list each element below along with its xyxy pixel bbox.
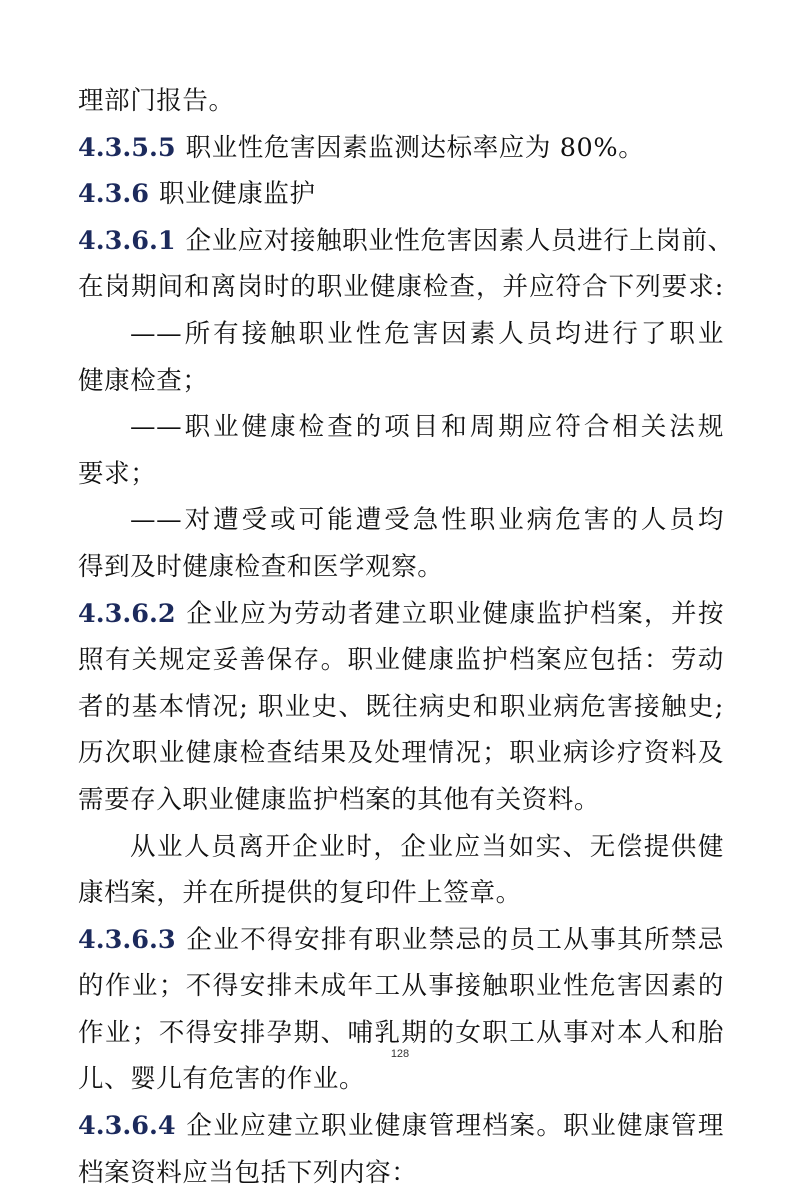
line-text: 企业应对接触职业性危害因素人员进行上岗前、 xyxy=(185,225,734,256)
line-text: 康档案，并在所提供的复印件上签章。 xyxy=(78,878,522,909)
line-text: 历次职业健康检查结果及处理情况；职业病诊疗资料及 xyxy=(78,738,724,769)
text-line xyxy=(78,78,724,125)
text-line xyxy=(78,264,724,311)
text-line xyxy=(78,544,724,591)
text-line xyxy=(78,684,724,731)
text-line xyxy=(78,1103,724,1150)
line-text: ——职业健康检查的项目和周期应符合相关法规 xyxy=(130,412,724,443)
text-line xyxy=(78,125,724,172)
line-text: 照有关规定妥善保存。职业健康监护档案应包括：劳动 xyxy=(78,645,724,676)
page-number: 128 xyxy=(390,1048,410,1060)
section-number: 4.3.6 xyxy=(78,179,149,210)
line-text: 者的基本情况; 职业史、既往病史和职业病危害接触史; xyxy=(78,691,724,722)
section-number: 4.3.6.1 xyxy=(78,225,176,256)
document-body xyxy=(78,78,734,1196)
line-text: 要求； xyxy=(78,458,157,489)
text-line xyxy=(78,824,724,871)
line-text: 职业性危害因素监测达标率应为 80%。 xyxy=(185,132,645,163)
text-line xyxy=(78,1150,724,1196)
text-line xyxy=(78,1056,724,1103)
section-number: 4.3.6.2 xyxy=(78,598,176,629)
line-text: 作业；不得安排孕期、哺乳期的女职工从事对本人和胎 xyxy=(78,1017,724,1048)
section-number: 4.3.6.4 xyxy=(78,1111,176,1142)
text-line xyxy=(78,730,724,777)
text-line xyxy=(78,497,724,544)
text-line xyxy=(78,451,724,498)
text-line xyxy=(78,218,734,265)
line-text: 企业应为劳动者建立职业健康监护档案，并按 xyxy=(185,598,724,629)
text-line xyxy=(78,404,724,451)
text-line xyxy=(78,870,724,917)
text-line xyxy=(78,917,724,964)
line-text: 职业健康监护 xyxy=(158,179,316,210)
line-text: 档案资料应当包括下列内容： xyxy=(78,1157,418,1188)
text-line xyxy=(78,777,724,824)
text-line xyxy=(78,591,724,638)
section-number: 4.3.6.3 xyxy=(78,924,176,955)
line-text: 企业不得安排有职业禁忌的员工从事其所禁忌 xyxy=(185,924,724,955)
text-line xyxy=(78,171,724,218)
line-text: 企业应建立职业健康管理档案。职业健康管理 xyxy=(185,1111,724,1142)
text-line xyxy=(78,358,724,405)
line-text: 的作业；不得安排未成年工从事接触职业性危害因素的 xyxy=(78,971,724,1002)
line-text: 理部门报告。 xyxy=(78,86,235,116)
line-text: 儿、婴儿有危害的作业。 xyxy=(78,1064,366,1095)
line-text: ——所有接触职业性危害因素人员均进行了职业 xyxy=(130,318,724,349)
text-line xyxy=(78,963,724,1010)
line-text: 健康检查； xyxy=(78,365,209,396)
line-text: 需要存入职业健康监护档案的其他有关资料。 xyxy=(78,784,601,815)
line-text: 从业人员离开企业时，企业应当如实、无偿提供健 xyxy=(130,831,724,862)
text-line xyxy=(78,637,724,684)
line-text: 得到及时健康检查和医学观察。 xyxy=(78,551,444,582)
line-text: ——对遭受或可能遭受急性职业病危害的人员均 xyxy=(130,505,724,536)
line-text: 在岗期间和离岗时的职业健康检查，并应符合下列要求: xyxy=(78,272,724,303)
section-number: 4.3.5.5 xyxy=(78,132,176,163)
text-line xyxy=(78,311,724,358)
